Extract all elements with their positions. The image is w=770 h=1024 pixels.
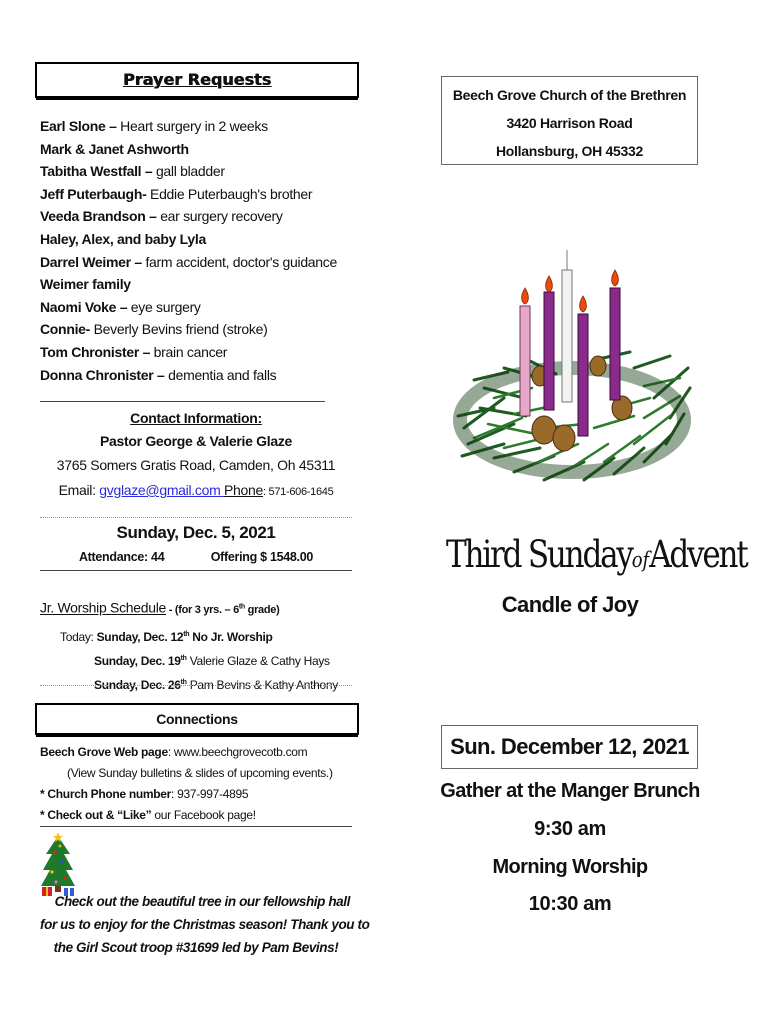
- contact-info: [40, 407, 352, 504]
- prayer-item: [40, 183, 360, 206]
- prayer-item-detail: Heart surgery in 2 weeks: [120, 118, 268, 134]
- divider-jr-bottom: [40, 685, 352, 686]
- service-date: Sun. December 12, 2021: [450, 734, 689, 759]
- divider-contact-bottom: [40, 517, 352, 518]
- contact-heading: Contact Information:: [130, 410, 262, 426]
- prayer-item-separator: –: [130, 253, 146, 270]
- prayer-item: [40, 341, 360, 364]
- jr-worship-date: Sunday, Dec. 26: [94, 677, 181, 692]
- prayer-item-separator: –: [116, 298, 131, 315]
- church-info-box: [441, 76, 698, 165]
- time-worship: 10:30 am: [528, 893, 612, 915]
- email-label: Email:: [58, 482, 100, 498]
- email-phone-line: [40, 478, 352, 504]
- prayer-item: [40, 251, 360, 274]
- divider-prayer-bottom: [40, 401, 325, 402]
- jr-worship-prefix: Today:: [60, 629, 97, 644]
- prayer-item-name: Weimer family: [40, 276, 131, 293]
- prayer-item: [40, 228, 360, 251]
- facebook-line: [40, 805, 360, 826]
- phone-label: Phone: [224, 482, 263, 498]
- prayer-list: [40, 115, 360, 386]
- advent-wreath-image: [444, 248, 696, 520]
- church-phone-value: : 937-997-4895: [171, 787, 249, 801]
- jr-worship-row: [40, 624, 360, 648]
- web-note: (View Sunday bulletins & slides of upcoming events.): [67, 766, 333, 780]
- sunday-date: Sunday, Dec. 5, 2021: [116, 523, 276, 542]
- web-label: Beech Grove Web page: [40, 745, 168, 759]
- facebook-value: our Facebook page!: [151, 808, 256, 822]
- church-city: Hollansburg, OH 45332: [496, 143, 643, 159]
- prayer-item-detail: dementia and falls: [168, 366, 277, 383]
- prayer-item-detail: Beverly Bevins friend (stroke): [93, 321, 268, 338]
- jr-worship-row: [40, 648, 360, 672]
- divider-sunday-bottom: [40, 570, 352, 571]
- prayer-item-name: Donna Chronister: [40, 366, 154, 383]
- prayer-item-separator: –: [139, 343, 154, 360]
- advent-title-left: Third Sunday: [446, 533, 632, 577]
- prayer-item-separator: –: [153, 366, 169, 383]
- prayer-item-name: Darrel Weimer: [40, 253, 131, 270]
- jr-worship-leaders: Valerie Glaze & Cathy Hays: [186, 653, 330, 668]
- prayer-item-name: Tom Chronister: [40, 343, 139, 360]
- jr-worship-leaders: No Jr. Worship: [189, 629, 273, 644]
- prayer-item-name: Naomi Voke: [40, 298, 117, 315]
- web-value[interactable]: : www.beechgrovecotb.com: [167, 745, 308, 759]
- prayer-item-separator: –: [141, 163, 156, 180]
- jr-worship-title: Jr. Worship Schedule: [40, 599, 167, 616]
- jr-worship-date-suffix: th: [183, 630, 190, 638]
- jr-worship-leaders: Pam Bevins & Kathy Anthony: [186, 677, 338, 692]
- tree-note-line1: Check out the beautiful tree in our fellowship hall: [54, 894, 350, 909]
- advent-title-of: of: [631, 547, 650, 573]
- advent-title: [446, 525, 747, 585]
- event-worship: Morning Worship: [492, 856, 648, 878]
- prayer-item-name: Connie: [40, 321, 86, 338]
- prayer-item-detail: brain cancer: [153, 343, 228, 360]
- christmas-tree-image: [40, 832, 76, 898]
- connections-body: [40, 742, 360, 826]
- church-phone-label: * Church Phone number: [40, 787, 172, 801]
- prayer-item-name: Veeda Brandson: [40, 208, 146, 225]
- jr-worship-date: Sunday, Dec. 12: [96, 629, 184, 644]
- prayer-item-name: Earl Slone: [40, 118, 106, 134]
- prayer-item-separator: -: [85, 321, 94, 338]
- jr-worship-title-line: [40, 597, 360, 620]
- phone-number: : 571-606-1645: [263, 486, 334, 498]
- prayer-requests-title: Prayer Requests: [122, 70, 272, 89]
- prayer-item: [40, 364, 360, 387]
- church-address: 3765 Somers Gratis Road, Camden, Oh 45311: [56, 457, 336, 473]
- tree-note-line3: the Girl Scout troop #31699 led by Pam Bevins!: [53, 940, 339, 955]
- prayer-item: [40, 296, 360, 319]
- church-phone-line: [40, 784, 360, 805]
- candle-of-joy: Candle of Joy: [501, 592, 639, 617]
- jr-worship-date-suffix: th: [180, 654, 187, 662]
- prayer-item-name: Tabitha Westfall: [40, 163, 142, 180]
- prayer-item-separator: –: [105, 118, 121, 134]
- advent-title-right: Advent: [649, 533, 747, 577]
- jr-worship-date: Sunday, Dec. 19: [94, 653, 181, 668]
- facebook-label: * Check out & “Like”: [40, 808, 152, 822]
- church-street: 3420 Harrison Road: [506, 115, 633, 131]
- prayer-item-name: Mark & Janet Ashworth: [40, 140, 189, 157]
- connections-header: [36, 704, 358, 734]
- attendance-offering: [40, 546, 352, 568]
- offering: Offering $ 1548.00: [210, 550, 314, 564]
- prayer-requests-header: [36, 63, 358, 97]
- tree-note-line2: for us to enjoy for the Christmas season! Thank you to: [40, 917, 370, 932]
- web-line: [40, 742, 360, 763]
- prayer-item-separator: -: [142, 185, 151, 202]
- time-brunch: 9:30 am: [534, 818, 606, 840]
- prayer-item: [40, 205, 360, 228]
- prayer-item: [40, 138, 360, 161]
- prayer-item-separator: –: [145, 208, 161, 225]
- prayer-item-name: Haley, Alex, and baby Lyla: [40, 230, 206, 247]
- prayer-item: [40, 318, 360, 341]
- prayer-item-name: Jeff Puterbaugh: [40, 185, 143, 202]
- connections-title: Connections: [156, 711, 238, 727]
- prayer-item-detail: eye surgery: [130, 298, 201, 315]
- tree-note: [40, 890, 370, 959]
- prayer-item: [40, 160, 360, 183]
- church-name: Beech Grove Church of the Brethren: [452, 87, 687, 103]
- prayer-item-detail: ear surgery recovery: [160, 208, 283, 225]
- jr-worship: [40, 597, 360, 696]
- email-link[interactable]: gvglaze@gmail.com: [99, 482, 225, 498]
- prayer-item-detail: farm accident, doctor's guidance: [145, 253, 337, 270]
- prayer-item-detail: gall bladder: [155, 163, 225, 180]
- prayer-item: [40, 273, 360, 296]
- sunday-summary: [40, 520, 352, 568]
- attendance: Attendance: 44: [78, 550, 165, 564]
- prayer-item: [40, 115, 360, 138]
- service-date-box: [441, 725, 698, 769]
- prayer-item-detail: Eddie Puterbaugh's brother: [150, 185, 313, 202]
- jr-worship-date-suffix: th: [180, 678, 187, 686]
- divider-connections-bottom: [40, 826, 352, 827]
- pastor-name: Pastor George & Valerie Glaze: [99, 433, 293, 449]
- jr-worship-row: [40, 672, 360, 696]
- event-brunch: Gather at the Manger Brunch: [440, 780, 700, 802]
- jr-worship-ages: - (for 3 yrs. – 6th grade): [166, 603, 280, 616]
